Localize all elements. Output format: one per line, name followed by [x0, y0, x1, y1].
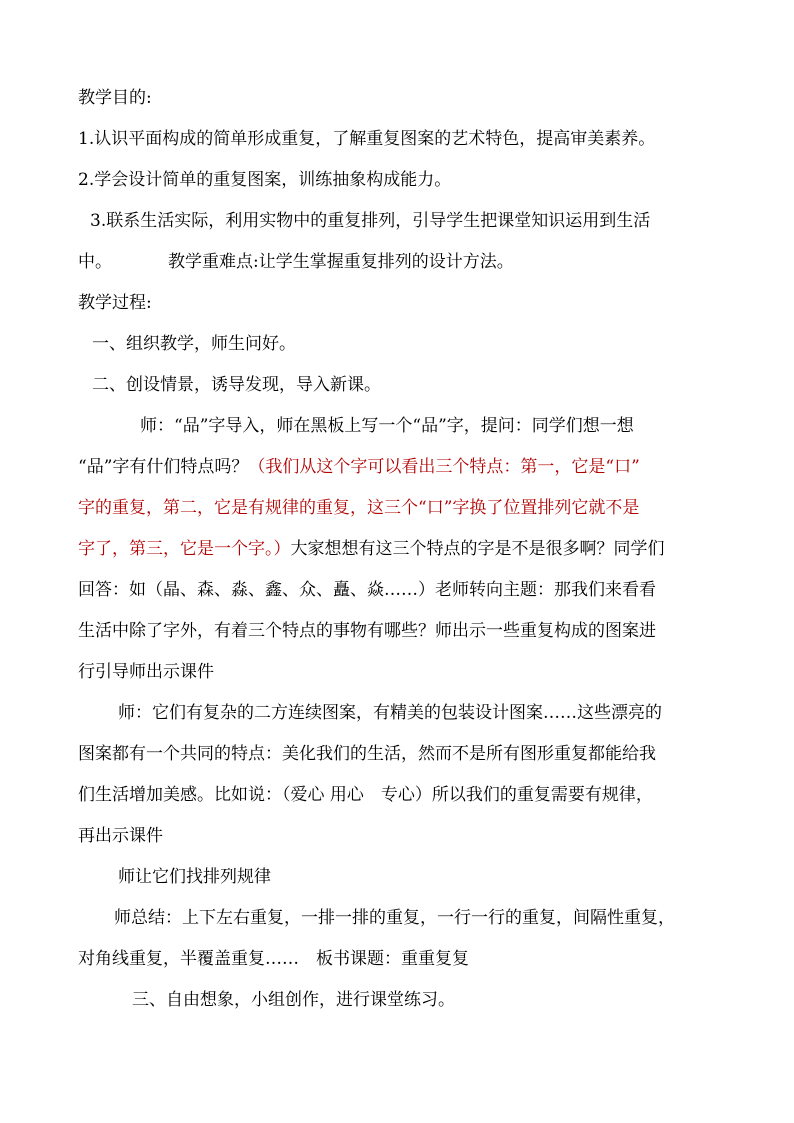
teacher-para2-line-1: 师：它们有复杂的二方连续图案，有精美的包装设计图案……这些漂亮的	[118, 703, 662, 723]
followup-question: 大家想想有这三个特点的字是不是很多啊？同学们	[290, 539, 665, 559]
teacher-para1-line-5: 回答：如（晶、森、淼、鑫、众、矗、焱……）老师转向主题：那我们来看看	[78, 580, 656, 600]
teacher-para1-line-2	[78, 447, 724, 488]
find-pattern-line: 师让它们找排列规律	[118, 867, 271, 887]
key-difficulty: 教学重难点:让学生掌握重复排列的设计方法。	[168, 252, 514, 272]
teacher-para1-line-3: 字的重复，第二，它是有规律的重复，这三个“口”字换了位置排列它就不是	[78, 498, 640, 518]
step-3: 三、自由想象，小组创作，进行课堂练习。	[132, 990, 455, 1010]
answer-text-red: （我们从这个字可以看出三个特点：第一，它是“口”	[248, 457, 640, 477]
teacher-para2-line-2: 图案都有一个共同的特点：美化我们的生活，然而不是所有图形重复都能给我	[78, 744, 656, 764]
objective-1: 1.认识平面构成的简单形成重复，了解重复图案的艺术特色，提高审美素养。	[78, 129, 656, 149]
teacher-para1-line-4	[78, 529, 724, 570]
objective-2: 2.学会设计简单的重复图案，训练抽象构成能力。	[78, 170, 452, 190]
teacher-para1-line-1: 师：“品”字导入，师在黑板上写一个“品”字，提问：同学们想一想	[140, 416, 634, 436]
process-heading: 教学过程:	[78, 293, 152, 313]
summary-line-2: 对角线重复，半覆盖重复…… 板书课题：重重复复	[78, 949, 469, 969]
objective-3-line-2	[78, 242, 724, 283]
step-2: 二、创设情景，诱导发现，导入新课。	[92, 375, 381, 395]
question-text: “品”字有什们特点吗？	[78, 457, 249, 477]
summary-line-1: 师总结：上下左右重复，一排一排的重复，一行一行的重复，间隔性重复，	[114, 908, 675, 928]
teacher-para1-line-6: 生活中除了字外，有着三个特点的事物有哪些？师出示一些重复构成的图案进	[78, 621, 656, 641]
teacher-para1-line-7: 行引导师出示课件	[78, 662, 214, 682]
teacher-para2-line-3: 们生活增加美感。比如说：（爱心 用心 专心）所以我们的重复需要有规律，	[78, 785, 653, 805]
objective-3-line-1: 3.联系生活实际，利用实物中的重复排列，引导学生把课堂知识运用到生活	[90, 211, 651, 231]
teacher-para2-line-4: 再出示课件	[78, 826, 163, 846]
objective-3-end: 中。	[78, 252, 112, 272]
objectives-heading: 教学目的:	[78, 88, 152, 108]
answer-end-red: 字了，第三，它是一个字。）	[78, 539, 291, 559]
step-1: 一、组织教学，师生问好。	[92, 334, 296, 354]
